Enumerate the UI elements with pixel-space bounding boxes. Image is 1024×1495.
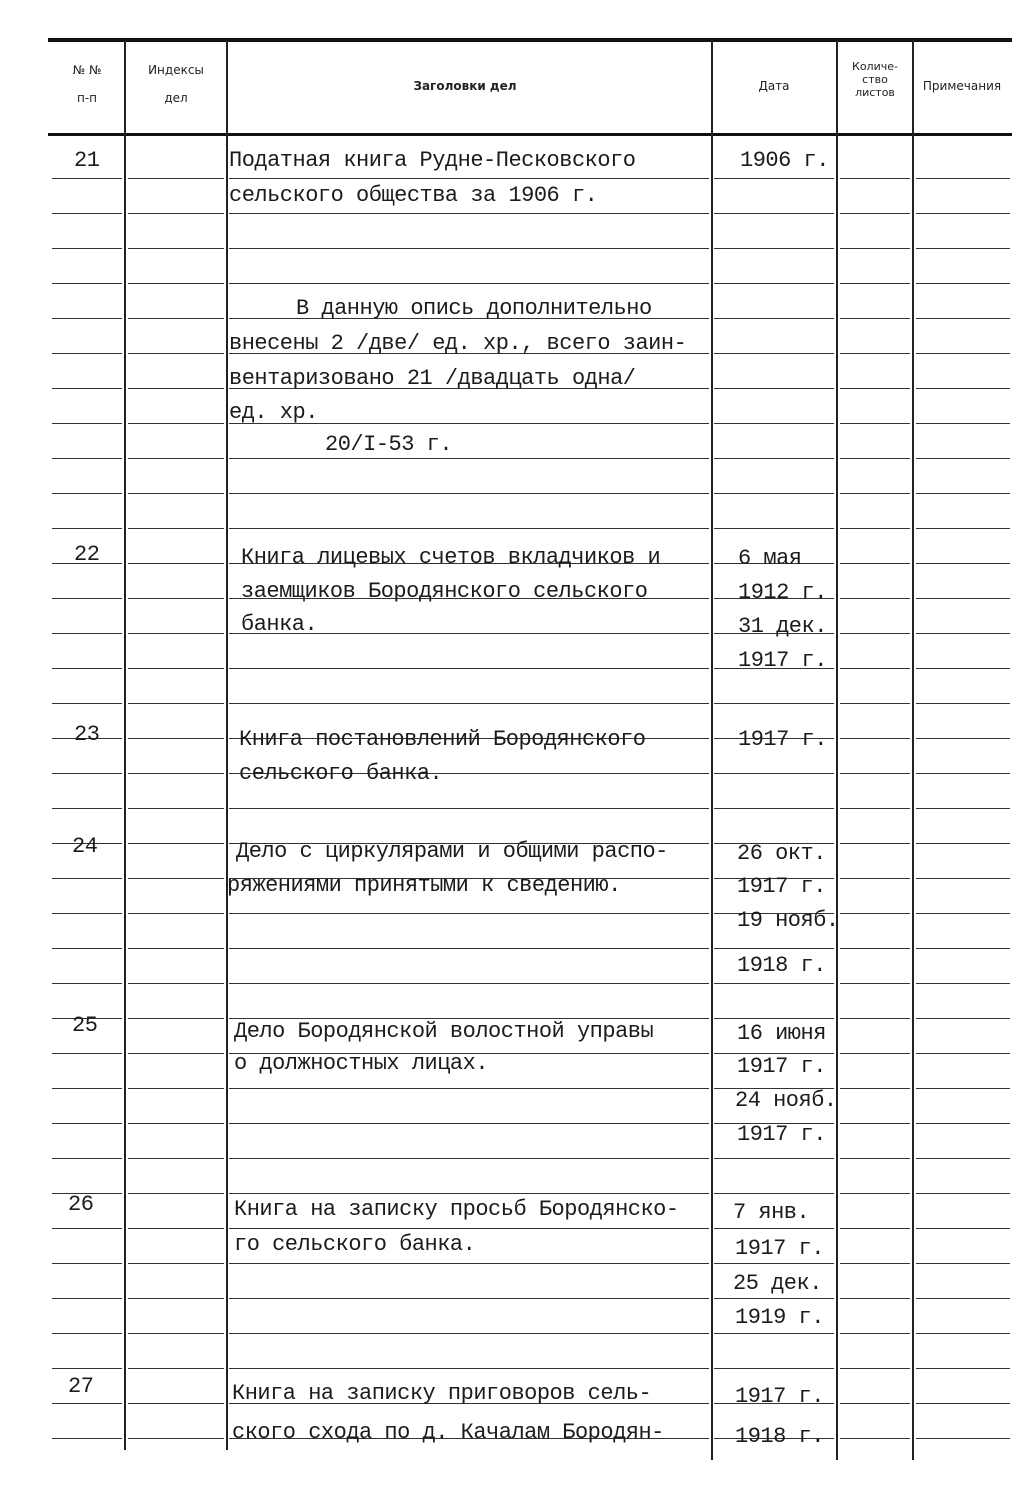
entry-title-line: Дело с циркулярами и общими распо- bbox=[236, 839, 668, 864]
rule-line bbox=[840, 1088, 910, 1089]
rule-line bbox=[840, 878, 910, 879]
rule-line bbox=[840, 178, 910, 179]
rule-line bbox=[229, 913, 709, 914]
rule-line bbox=[128, 1088, 224, 1089]
rule-line bbox=[840, 668, 910, 669]
rule-line bbox=[128, 493, 224, 494]
rule-line bbox=[916, 983, 1010, 984]
entry-date: 26 окт. bbox=[737, 841, 826, 866]
note-line: ед. хр. bbox=[229, 400, 318, 425]
rule-line bbox=[52, 1123, 122, 1124]
rule-line bbox=[128, 213, 224, 214]
rule-line bbox=[229, 528, 709, 529]
entry-date: 1917 г. bbox=[738, 727, 827, 752]
rule-line bbox=[229, 493, 709, 494]
rule-line bbox=[52, 388, 122, 389]
rule-line bbox=[840, 283, 910, 284]
rule-line bbox=[52, 808, 122, 809]
rule-line bbox=[840, 1333, 910, 1334]
entry-title-line: заемщиков Бородянского сельского bbox=[241, 579, 648, 604]
rule-line bbox=[128, 388, 224, 389]
rule-line bbox=[840, 1228, 910, 1229]
entry-num: 23 bbox=[74, 722, 100, 747]
entry-num: 24 bbox=[72, 834, 98, 859]
rule-line bbox=[916, 948, 1010, 949]
entry-title-line: банка. bbox=[241, 612, 318, 637]
rule-line bbox=[840, 1368, 910, 1369]
rule-line bbox=[128, 1123, 224, 1124]
rule-line bbox=[128, 563, 224, 564]
rule-line bbox=[916, 1333, 1010, 1334]
rule-line bbox=[916, 598, 1010, 599]
header-count bbox=[838, 60, 912, 99]
rule-line bbox=[916, 563, 1010, 564]
rule-line bbox=[128, 668, 224, 669]
rule-line bbox=[840, 213, 910, 214]
header-count-line3: листов bbox=[855, 86, 895, 99]
rule-line bbox=[128, 283, 224, 284]
rule-line bbox=[128, 1158, 224, 1159]
entry-date: 16 июня bbox=[737, 1021, 826, 1046]
entry-date: 1918 г. bbox=[735, 1424, 824, 1449]
rule-line bbox=[840, 388, 910, 389]
entry-date: 25 дек. bbox=[733, 1271, 822, 1296]
rule-line bbox=[128, 458, 224, 459]
rule-line bbox=[52, 703, 122, 704]
entry-title-line: ского схода по д. Качалам Бородян- bbox=[232, 1420, 664, 1445]
header-num-line1: № № bbox=[72, 63, 102, 77]
rule-line bbox=[128, 913, 224, 914]
rule-line bbox=[714, 1193, 834, 1194]
rule-line bbox=[229, 283, 709, 284]
rule-line bbox=[714, 1298, 834, 1299]
rule-line bbox=[840, 913, 910, 914]
entry-title-line: сельского общества за 1906 г. bbox=[229, 183, 598, 208]
entry-date: 24 нояб. bbox=[735, 1088, 837, 1113]
rule-line bbox=[714, 1368, 834, 1369]
rule-line bbox=[916, 528, 1010, 529]
rule-line bbox=[128, 1263, 224, 1264]
rule-line bbox=[840, 1403, 910, 1404]
rule-line bbox=[840, 983, 910, 984]
rule-line bbox=[840, 423, 910, 424]
note-date: 20/I-53 г. bbox=[325, 432, 453, 457]
rule-line bbox=[52, 878, 122, 879]
rule-line bbox=[916, 248, 1010, 249]
rule-line bbox=[229, 668, 709, 669]
rule-line bbox=[128, 633, 224, 634]
rule-line bbox=[52, 1158, 122, 1159]
rule-line bbox=[714, 248, 834, 249]
rule-line bbox=[840, 458, 910, 459]
rule-line bbox=[840, 1438, 910, 1439]
rule-line bbox=[128, 843, 224, 844]
note-line: вентаризовано 21 /двадцать одна/ bbox=[229, 366, 636, 391]
entry-num: 21 bbox=[74, 148, 100, 173]
entry-title-line: го сельского банка. bbox=[234, 1232, 476, 1257]
header-index-line1: Индексы bbox=[148, 63, 204, 77]
rule-line bbox=[916, 1088, 1010, 1089]
rule-line bbox=[714, 388, 834, 389]
rule-line bbox=[714, 283, 834, 284]
rule-line bbox=[52, 353, 122, 354]
rule-line bbox=[128, 1368, 224, 1369]
rule-line bbox=[916, 318, 1010, 319]
rule-line bbox=[229, 248, 709, 249]
rule-line bbox=[229, 1123, 709, 1124]
rule-line bbox=[229, 1333, 709, 1334]
rule-line bbox=[840, 1123, 910, 1124]
entry-date: 1906 г. bbox=[740, 148, 829, 173]
rule-line bbox=[52, 248, 122, 249]
rule-line bbox=[52, 1438, 122, 1439]
rule-line bbox=[229, 1263, 709, 1264]
rule-line bbox=[840, 773, 910, 774]
rule-line bbox=[916, 878, 1010, 879]
rule-line bbox=[916, 1368, 1010, 1369]
note-line: В данную опись дополнительно bbox=[296, 296, 652, 321]
rule-line bbox=[916, 1298, 1010, 1299]
col-divider-3 bbox=[711, 40, 713, 1460]
note-line: внесены 2 /две/ ед. хр., всего заин- bbox=[229, 331, 687, 356]
rule-line bbox=[52, 633, 122, 634]
rule-line bbox=[916, 1438, 1010, 1439]
rule-line bbox=[840, 248, 910, 249]
entry-date: 1917 г. bbox=[735, 1384, 824, 1409]
entry-title-line: Книга постановлений Бородянского bbox=[239, 727, 646, 752]
rule-line bbox=[840, 633, 910, 634]
rule-line bbox=[229, 983, 709, 984]
rule-line bbox=[916, 633, 1010, 634]
rule-line bbox=[229, 1228, 709, 1229]
entry-title-line: Книга на записку приговоров сель- bbox=[232, 1381, 652, 1406]
rule-line bbox=[916, 913, 1010, 914]
rule-line bbox=[840, 1193, 910, 1194]
rule-line bbox=[128, 738, 224, 739]
header-index-line2: дел bbox=[164, 91, 188, 105]
rule-line bbox=[128, 423, 224, 424]
rule-line bbox=[229, 1193, 709, 1194]
rule-line bbox=[714, 1263, 834, 1264]
rule-line bbox=[229, 1158, 709, 1159]
header-bottom-border bbox=[48, 133, 1012, 136]
rule-line bbox=[840, 528, 910, 529]
rule-line bbox=[714, 1333, 834, 1334]
rule-line bbox=[52, 1333, 122, 1334]
rule-line bbox=[916, 1228, 1010, 1229]
rule-line bbox=[714, 353, 834, 354]
rule-line bbox=[128, 178, 224, 179]
rule-line bbox=[714, 948, 834, 949]
rule-line bbox=[52, 318, 122, 319]
entry-date: 1919 г. bbox=[735, 1305, 824, 1330]
rule-line bbox=[52, 1403, 122, 1404]
entry-date: 1917 г. bbox=[735, 1236, 824, 1261]
col-divider-2 bbox=[226, 40, 228, 1450]
rule-line bbox=[840, 808, 910, 809]
rule-line bbox=[916, 353, 1010, 354]
rule-line bbox=[714, 493, 834, 494]
rule-line bbox=[128, 353, 224, 354]
rule-line bbox=[52, 493, 122, 494]
rule-line bbox=[916, 423, 1010, 424]
rule-line bbox=[52, 668, 122, 669]
entry-date: 1917 г. bbox=[737, 1054, 826, 1079]
rule-line bbox=[52, 1228, 122, 1229]
header-notes: Примечания bbox=[922, 79, 1002, 93]
rule-line bbox=[229, 1298, 709, 1299]
rule-line bbox=[52, 213, 122, 214]
entry-date: 1917 г. bbox=[737, 874, 826, 899]
rule-line bbox=[128, 1053, 224, 1054]
rule-line bbox=[128, 1018, 224, 1019]
rule-line bbox=[714, 528, 834, 529]
rule-line bbox=[916, 773, 1010, 774]
rule-line bbox=[128, 1193, 224, 1194]
entry-num: 27 bbox=[68, 1374, 94, 1399]
rule-line bbox=[916, 668, 1010, 669]
rule-line bbox=[840, 1298, 910, 1299]
rule-line bbox=[916, 843, 1010, 844]
rule-line bbox=[52, 983, 122, 984]
rule-line bbox=[916, 1158, 1010, 1159]
rule-line bbox=[229, 948, 709, 949]
rule-line bbox=[840, 1158, 910, 1159]
rule-line bbox=[229, 703, 709, 704]
rule-line bbox=[52, 948, 122, 949]
rule-line bbox=[128, 598, 224, 599]
rule-line bbox=[916, 493, 1010, 494]
rule-line bbox=[128, 248, 224, 249]
rule-line bbox=[714, 178, 834, 179]
rule-line bbox=[840, 1053, 910, 1054]
rule-line bbox=[128, 1438, 224, 1439]
rule-line bbox=[128, 1403, 224, 1404]
rule-line bbox=[52, 178, 122, 179]
entry-title-line: сельского банка. bbox=[239, 761, 443, 786]
entry-title-line: Книга на записку просьб Бородянско- bbox=[234, 1197, 679, 1222]
entry-num: 25 bbox=[72, 1013, 98, 1038]
rule-line bbox=[714, 983, 834, 984]
rule-line bbox=[128, 1298, 224, 1299]
entry-title-line: Податная книга Рудне-Песковского bbox=[229, 148, 636, 173]
entry-date: 1917 г. bbox=[737, 1122, 826, 1147]
col-divider-1 bbox=[124, 40, 126, 1450]
rule-line bbox=[840, 738, 910, 739]
header-num bbox=[52, 62, 122, 106]
rule-line bbox=[916, 178, 1010, 179]
rule-line bbox=[916, 1018, 1010, 1019]
rule-line bbox=[229, 1088, 709, 1089]
rule-line bbox=[714, 773, 834, 774]
rule-line bbox=[916, 1193, 1010, 1194]
rule-line bbox=[128, 703, 224, 704]
rule-line bbox=[840, 1018, 910, 1019]
rule-line bbox=[128, 318, 224, 319]
rule-line bbox=[840, 318, 910, 319]
entry-date: 31 дек. bbox=[738, 614, 827, 639]
rule-line bbox=[229, 458, 709, 459]
rule-line bbox=[52, 458, 122, 459]
rule-line bbox=[916, 283, 1010, 284]
header-count-line2: ство bbox=[862, 73, 888, 86]
rule-line bbox=[229, 1368, 709, 1369]
rule-line bbox=[714, 1158, 834, 1159]
entry-num: 22 bbox=[74, 542, 100, 567]
entry-date: 1917 г. bbox=[738, 648, 827, 673]
rule-line bbox=[916, 703, 1010, 704]
entry-title-line: Книга лицевых счетов вкладчиков и bbox=[241, 545, 661, 570]
rule-line bbox=[840, 353, 910, 354]
entry-num: 26 bbox=[68, 1192, 94, 1217]
rule-line bbox=[128, 773, 224, 774]
rule-line bbox=[714, 318, 834, 319]
rule-line bbox=[128, 983, 224, 984]
rule-line bbox=[52, 1088, 122, 1089]
rule-line bbox=[52, 528, 122, 529]
rule-line bbox=[714, 703, 834, 704]
rule-line bbox=[916, 808, 1010, 809]
rule-line bbox=[229, 178, 709, 179]
rule-line bbox=[714, 808, 834, 809]
rule-line bbox=[916, 1123, 1010, 1124]
rule-line bbox=[840, 563, 910, 564]
rule-line bbox=[840, 598, 910, 599]
header-date: Дата bbox=[758, 79, 790, 93]
table-top-border bbox=[48, 38, 1012, 42]
rule-line bbox=[52, 598, 122, 599]
rule-line bbox=[916, 1403, 1010, 1404]
header-index bbox=[128, 62, 224, 106]
rule-line bbox=[52, 1263, 122, 1264]
rule-line bbox=[229, 808, 709, 809]
rule-line bbox=[916, 738, 1010, 739]
col-divider-5 bbox=[912, 40, 914, 1460]
rule-line bbox=[229, 213, 709, 214]
entry-date: 6 мая bbox=[738, 546, 802, 571]
rule-line bbox=[714, 1018, 834, 1019]
rule-line bbox=[128, 528, 224, 529]
entry-date: 7 янв. bbox=[733, 1200, 810, 1225]
rule-line bbox=[840, 493, 910, 494]
rule-line bbox=[52, 423, 122, 424]
rule-line bbox=[714, 213, 834, 214]
entry-title-line: ряжениями принятыми к сведению. bbox=[227, 873, 621, 898]
rule-line bbox=[52, 1298, 122, 1299]
rule-line bbox=[840, 843, 910, 844]
rule-line bbox=[128, 808, 224, 809]
rule-line bbox=[916, 1053, 1010, 1054]
entry-date: 19 нояб. bbox=[737, 908, 839, 933]
rule-line bbox=[714, 458, 834, 459]
rule-line bbox=[52, 913, 122, 914]
rule-line bbox=[840, 948, 910, 949]
rule-line bbox=[52, 283, 122, 284]
rule-line bbox=[128, 1333, 224, 1334]
rule-line bbox=[52, 1368, 122, 1369]
rule-line bbox=[916, 388, 1010, 389]
rule-line bbox=[128, 948, 224, 949]
rule-line bbox=[916, 1263, 1010, 1264]
rule-line bbox=[52, 1053, 122, 1054]
rule-line bbox=[128, 878, 224, 879]
rule-line bbox=[714, 423, 834, 424]
rule-line bbox=[52, 773, 122, 774]
entry-date: 1918 г. bbox=[737, 953, 826, 978]
entry-date: 1912 г. bbox=[738, 580, 827, 605]
header-num-line2: п-п bbox=[76, 91, 98, 105]
header-count-line1: Количе- bbox=[852, 60, 898, 73]
rule-line bbox=[840, 1263, 910, 1264]
rule-line bbox=[714, 1228, 834, 1229]
rule-line bbox=[916, 213, 1010, 214]
rule-line bbox=[840, 703, 910, 704]
header-title: Заголовки дел bbox=[413, 79, 517, 93]
entry-title-line: о должностных лицах. bbox=[234, 1051, 489, 1076]
col-divider-4 bbox=[836, 40, 838, 1460]
entry-title-line: Дело Бородянской волостной управы bbox=[234, 1019, 654, 1044]
rule-line bbox=[916, 458, 1010, 459]
rule-line bbox=[128, 1228, 224, 1229]
